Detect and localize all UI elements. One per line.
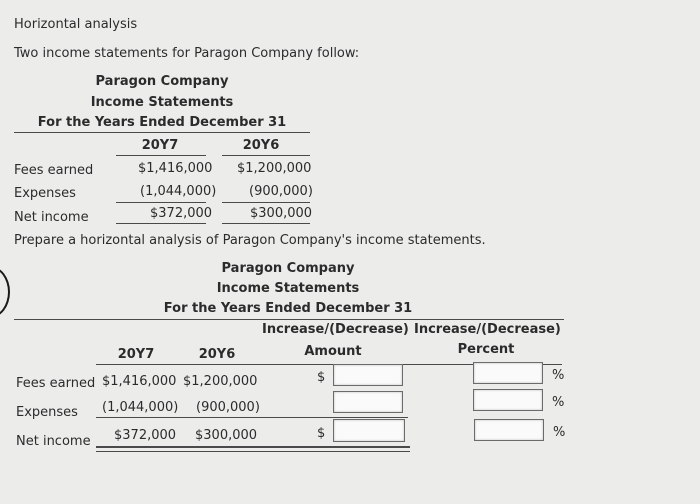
given-col-20y7: 20Y7 [141,138,179,153]
answer-col-20y6: 20Y6 [198,347,236,362]
net-income-percent-input[interactable] [474,419,544,441]
answer-row-y6: $1,200,000 [183,374,258,389]
answer-hdr-percent: Percent [457,342,515,357]
question-heading: Horizontal analysis [14,17,138,32]
answer-total-double-rule [96,451,410,452]
given-statement: Income Statements [90,95,234,110]
fees-earned-amount-input[interactable] [333,364,403,386]
given-row-label: Fees earned [14,163,94,178]
answer-total-rule [96,446,410,448]
given-row-y7: $1,416,000 [138,161,213,176]
fees-earned-percent-input[interactable] [473,362,543,384]
answer-col-20y7: 20Y7 [117,347,155,362]
answer-statement: Income Statements [216,281,360,296]
page-edge-arc [0,266,10,318]
given-company: Paragon Company [95,74,229,89]
question-instruction: Prepare a horizontal analysis of Paragon Company's income statements. [14,233,486,248]
dollar-sign: $ [317,370,326,385]
net-income-amount-input[interactable] [333,419,405,442]
given-row-label: Expenses [14,186,76,201]
given-row-y7: (1,044,000) [140,184,217,199]
answer-period: For the Years Ended December 31 [163,301,413,316]
given-row-y6: $1,200,000 [237,161,312,176]
given-total-rule-20y6 [222,223,310,224]
percent-sign: % [552,368,565,383]
dollar-sign: $ [317,426,326,441]
percent-sign: % [553,425,566,440]
answer-hdr-amount: Amount [304,344,362,359]
answer-hdr-increase-amount: Increase/(Decrease) [262,322,409,337]
question-intro: Two income statements for Paragon Company follow: [14,46,360,61]
given-row-y7: $372,000 [150,206,213,221]
given-col-20y6: 20Y6 [242,138,280,153]
answer-row-y7: (1,044,000) [102,400,179,415]
percent-sign: % [552,395,565,410]
answer-header-rule [14,319,564,320]
given-row-y6: $300,000 [250,206,313,221]
answer-row-y6: $300,000 [195,428,258,443]
given-row-label: Net income [14,210,89,225]
answer-row-label: Net income [16,434,91,449]
answer-row-y6: (900,000) [196,400,260,415]
given-total-rule-20y7 [116,223,206,224]
answer-row-label: Fees earned [16,376,96,391]
answer-subtotal-rule [96,417,408,418]
expenses-amount-input[interactable] [333,391,403,413]
given-col-rule-20y7 [116,155,206,156]
given-subtotal-rule-20y6 [222,202,310,203]
given-subtotal-rule-20y7 [116,202,206,203]
given-col-rule-20y6 [222,155,310,156]
answer-row-y7: $1,416,000 [102,374,177,389]
answer-row-label: Expenses [16,405,78,420]
answer-hdr-increase-percent: Increase/(Decrease) [414,322,561,337]
answer-row-y7: $372,000 [114,428,177,443]
given-period: For the Years Ended December 31 [37,115,287,130]
given-header-rule [14,132,310,133]
given-row-y6: (900,000) [249,184,313,199]
expenses-percent-input[interactable] [473,389,543,411]
answer-company: Paragon Company [221,261,355,276]
